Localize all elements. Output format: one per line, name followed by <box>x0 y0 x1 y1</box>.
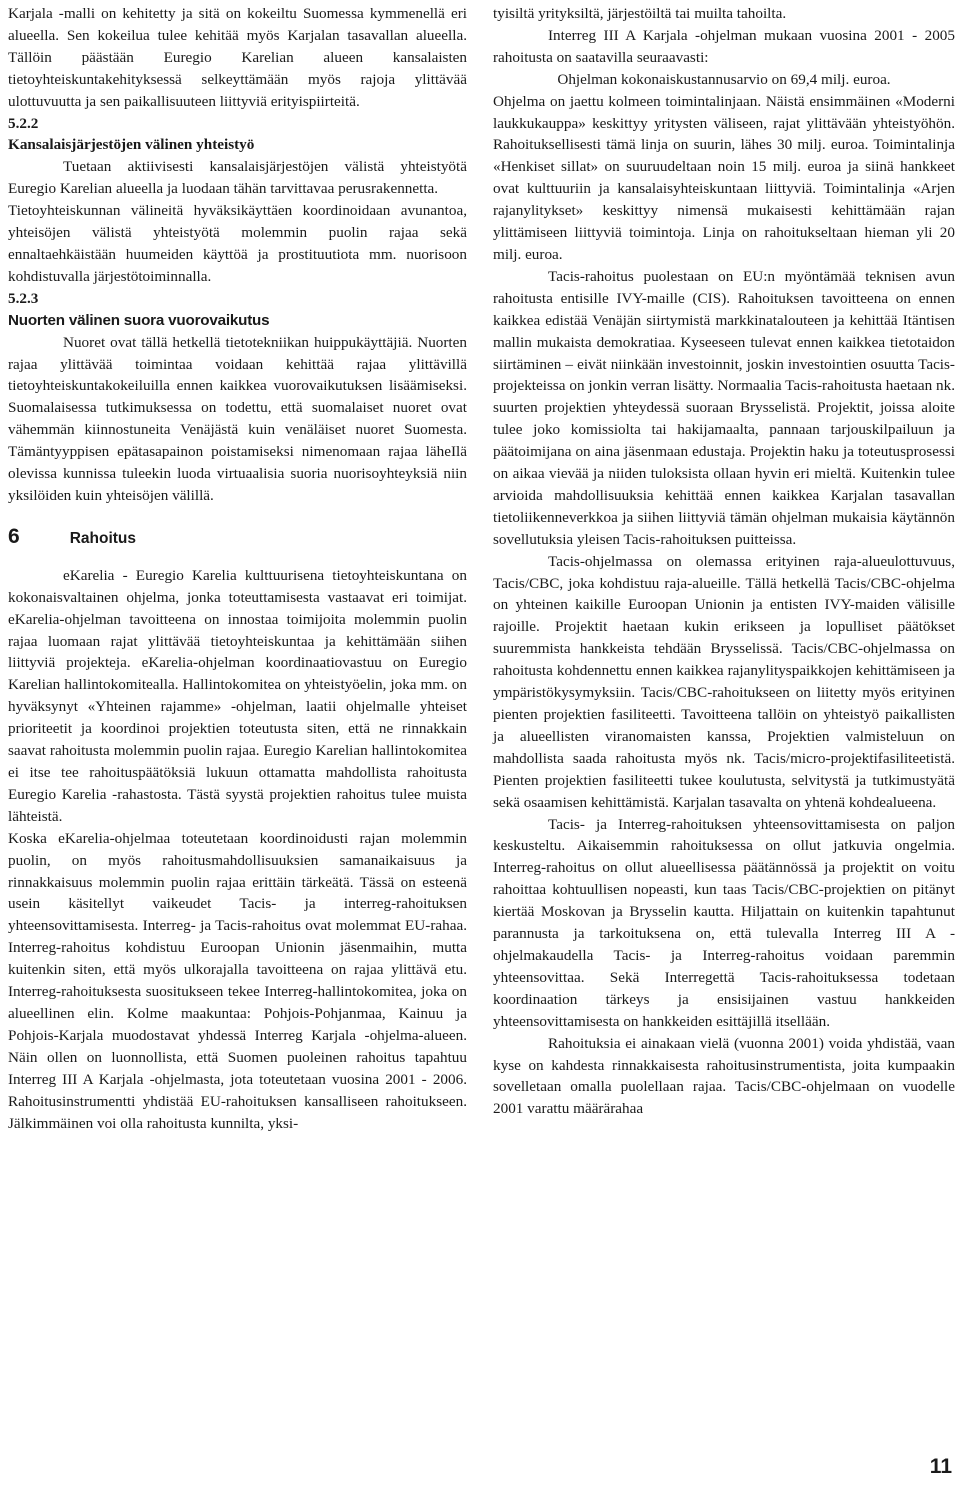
paragraph: Karjala -malli on kehitetty ja sitä on kokeiltu Suomessa kymmenellä eri alueella. Sen kokeilua tulee kehitää myös Karjalan tasavallan alueella. Tällöin päästään Euregio Karelian alueen kansalaisten tietoyhteiskuntakehityksessä selkeyttämään myös rajoja ylittävää ulottuvuutta ja sen paikallisuuteen liittyviä erityispiirteitä. <box>8 5 467 110</box>
section-number: 5.2.2 <box>8 114 39 132</box>
paragraph: Ohjelman kokonaiskustannusarvio on 69,4 milj. euroa. <box>557 70 891 88</box>
paragraph: Tuetaan aktiivisesti kansalaisjärjestöjen välistä yhteistyötä Euregio Karelian alueella ja luodaan tähän tarvittavaa perusrakennetta. <box>8 158 467 198</box>
paragraph: Tacis-ohjelmassa on olemassa erityinen raja-alueulottuvuus, Tacis/CBC, joka kohdistuu raja-alueille. Tällä hetkellä Tacis/CBC-ohjelma on yhteinen kaikille Euroopan Unionin ja entisten IVY-maiden välisille rajoille. Projektit haetaan kukin erikseen ja lopulliset päätökset suuremmista hankkeista tehdään Brysselissä. Tacis/CBC-ohjelmassa on rahoitusta kohdennettu ennen kaikkea rajanylityspaikkojen kehittämiseen ja ympäristökysymyksiin. Tacis/CBC-rahoitukseen on liitetty myös erityinen pienten projektien fasiliteetti. Tavoitteena tallöin on yhteistyö paikallisten ja alueellisten viranomaisten kanssa, Projektien valmisteluun on mahdollista saada rahoitusta myös nk. Tacis/micro-projektifasiliteetistä. Pienten projektien fasiliteetti tukee koulutusta, selvitystä ja tutkimustyätä sekä osaamisen kehittämistä. Karjalan tasavalta on yhtenä kohdealueena. <box>493 552 955 811</box>
left-column <box>8 3 467 1134</box>
page-number: 11 <box>929 1455 952 1478</box>
paragraph: Tacis- ja Interreg-rahoituksen yhteensovittamisesta on paljon keskusteltu. Aikaisemmin rahoituksessa on ollut jatkuvia ongelmia. Interreg-rahoitus on ollut alueellisessa päätännössä ja projektit on voitu rahoittaa kohtuullisen nopeasti, kun taas Tacis/CBC-projektien on pitänyt kiertää Moskovan ja Brysselin kautta. Hiljattain on kuitenkin tapahtunut parannusta ja tarkoituksena on, että tulevalla Interreg III A -ohjelmakaudella Tacis- ja Interreg-rahoitus voidaan paremmin yhteensovittaa. Sekä Interregettä Tacis-rahoituksessa todetaan koordinaation tärkeys ja ensisijainen vastuu hankkeiden yhteensovittamisesta on hankkeiden esittäjillä itsellään. <box>493 815 955 1030</box>
paragraph: Rahoituksia ei ainakaan vielä (vuonna 2001) voida yhdistää, vaan kyse on kahdesta rinnakkaisesta rahoitusinstrumentista, joita kumpaakin sovelletaan omalla puolellaan rajaa. Tacis/CBC-ohjelmaan on vuodelle 2001 varattu määrärahaa <box>493 1034 955 1118</box>
paragraph: Tacis-rahoitus puolestaan on EU:n myöntämää teknisen avun rahoitusta entisille IVY-maille (CIS). Rahoituksen tavoitteena on ennen kaikkea edistää Venäjän siirtymistä markkinatalouteen ja kehittää Itäntisen mallin mukaista demokratiaa. Kyseeseen tulevat ennen kaikkea tietotaidon siirtäminen – eivät niinkään investoinnit, joskin investointien osuutta Tacis-projekteissa on jonkin verran lisätty. Normaalia Tacis-rahoitusta haetaan nk. suurten projektien yhteydessä suoraan Brysselistä. Projektit, joissa aloite tulee joko komissiolta tai hakijamaalta, pannaan tarjouskilpailuun ja päätoimijana on aina jäsenmaan edustaja. Projektin haku ja toteutusprosessi on aikaa vievää ja niiden tuloksista ollaan hyvin eri mieltä. Kuitenkin tulee arvioida mahdollisuuksia kehittää ennen kaikkea Karjalan tasavallan tietoliikenneverkkoa ja siihen liittyviä tämän ohjelman mukaisia käytännön sovellutuksia yleisen Tacis-rahoituksen puitteissa. <box>493 267 955 548</box>
paragraph: eKarelia - Euregio Karelia kulttuurisena tietoyhteiskuntana on kokonaisvaltainen ohjelma, jonka toteuttamisesta vastaavat eri toimijat. eKarelia-ohjelman tavoitteena on innostaa toimijoita molemmin puolin rajaa luomaan rajat ylittävää tietoyhteiskuntaa ja kehittämään siihen liittyviä projekteja. eKarelia-ohjelman koordinaatiovastuu on Euregio Karelian hallintokomitealla. Hallintokomitea on yhteistyöelin, joka mm. on hyväksynyt «Yhteinen rajamme» -ohjelman, laatii ohjelmalle yhteiset prioriteetit ja koordinoi projektien toteutusta siten, että ne rinnakkain saavat rahoitusta molemmin puolin rajaa. Euregio Karelian hallintokomitea ei itse tee rahoituspäätöksiä lukuun ottamatta mahdollista rahoitusta Euregio Karelia -rahastosta. Tästä syystä projektien rahoitus tulee muista lähteistä. <box>8 566 467 825</box>
chapter-number: 6 <box>8 524 20 548</box>
section-heading: Kansalaisjärjestöjen välinen yhteistyö <box>8 136 255 154</box>
right-column <box>493 3 955 1120</box>
paragraph: Koska eKarelia-ohjelmaa toteutetaan koordinoidusti rajan molemmin puolin, on myös rahoitusmahdollisuuksien samanaikaisuus ja rinnakkaisuus molemmin puolin rajaa erittäin tärkeätä. Tässä on esteenä usein käsitellyt vaikeudet Tacis- ja interreg-rahoituksen yhteensovittamisesta. Interreg- ja Tacis-rahoitus ovat molemmat EU-rahaa. Interreg-rahoitus kohdistuu Euroopan Unionin jäsenmaihin, mutta kuitenkin siten, että myös ulkorajalla tavoitteena on rajaa ylittävä etu. Interreg-rahoituksesta suositukseen tekee Interreg-hallintokomitea, joka on alueellinen elin. Kolme maakuntaa: Pohjois-Pohjanmaa, Kainuu ja Pohjois-Karjala muodostavat yhdessä Interreg Karjala -ohjelma-alueen. Näin ollen on luonnollista, että Suomen puoleinen rahoitus tapahtuu Interreg III A Karjala -ohjelmasta, jota toteutetaan vuosina 2001 - 2006. Rahoitusinstrumentti yhdistää EU-rahoituksen kansalliseen rahoitukseen. Jälkimmäinen voi olla rahoitusta kunnilta, yksi- <box>8 829 467 1132</box>
section-heading: Nuorten välinen suora vuorovaikutus <box>8 311 270 329</box>
paragraph: Nuoret ovat tällä hetkellä tietotekniikan huippukäyttäjiä. Nuorten rajaa ylittävää toimintaa voidaan kehittää rajaa ylittävillä tietoyhteiskuntakokeiluilla ennen kaikkea vuorovaikutuksen lisäämiseksi. Suomalaisessa tutkimuksessa on todettu, että suomalaiset nuoret ovat vähemmän kiinnostuneita Venäjästä kuin venäläiset nuoret Suomesta. Tämäntyyppisen epätasapainon poistamiseksi nimenomaan rajaa läheIlä olevissa kunnissa tuleekin luoda virtuaalisia suoria nuorisoyhteyksiä niin yksilöiden kuin yhteisöjen välillä. <box>8 333 467 504</box>
chapter-title: Rahoitus <box>69 529 136 547</box>
section-number: 5.2.3 <box>8 289 39 307</box>
paragraph: Ohjelma on jaettu kolmeen toimintalinjaan. Näistä ensimmäinen «Moderni laukkukauppa» keskittyy yritysten väliseen, rajat ylittävään yhteistyöhön. Rahoituksellisesti tämä linja on suurin, lähes 30 milj. euroa. Toimintalinja «Henkiset sillat» on suuruudeltaan noin 15 milj. euroa ja siinä hankkeet ovat kulttuuriin ja kansalaisyhteiskuntaan liittyviä. Toimintalinja «Arjen rajanylitykset» keskittyy nimensä mukaisesti kehittämään rajan ylittämiseen liittyviä toimintoja. Linja on rahoitukseltaan hieman yli 20 milj. euroa. <box>493 92 955 263</box>
paragraph: Interreg III A Karjala -ohjelman mukaan vuosina 2001 - 2005 rahoitusta on saatavilla seuraavasti: <box>493 26 955 66</box>
paragraph: Tietoyhteiskunnan välineitä hyväksikäyttäen koordinoidaan avunantoa, yhteisöjen välistä yhteistyötä molemmin puolin rajaa sekä ennaltaehkäistään huumeiden käyttöä ja prostituutiota mm. nuorisoon kohdistuvalla järjestötoiminnalla. <box>8 202 467 285</box>
paragraph: tyisiltä yrityksiltä, järjestöiltä tai muilta tahoilta. <box>493 5 787 22</box>
chapter-heading <box>8 525 467 549</box>
